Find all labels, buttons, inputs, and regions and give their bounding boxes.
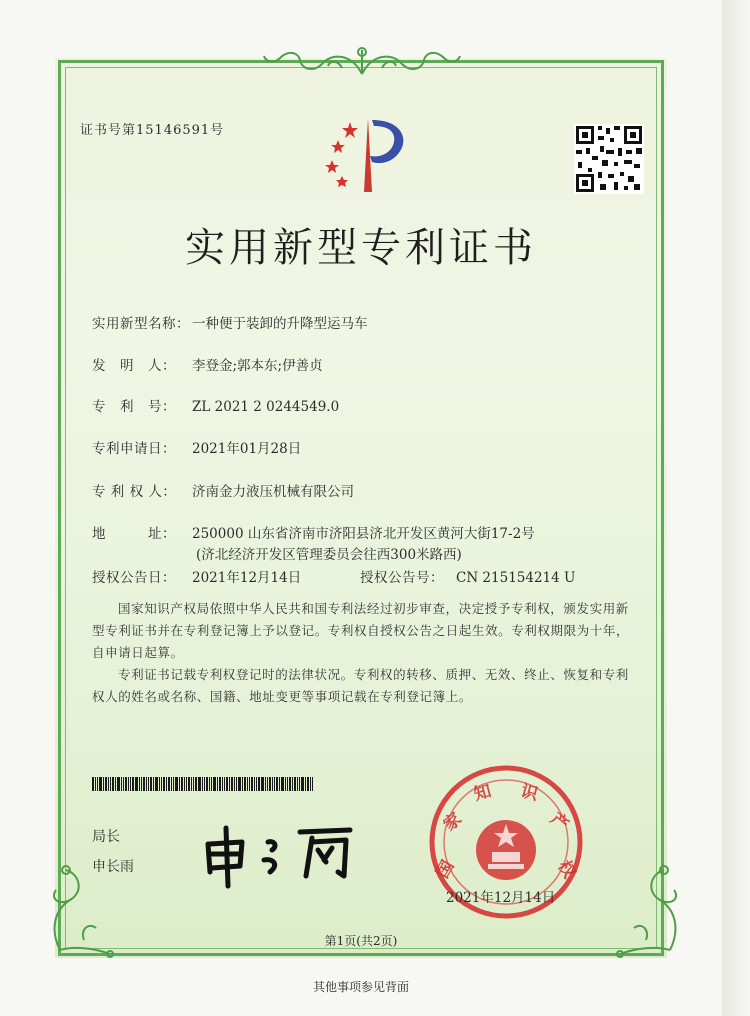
legal-status-paragraph: 专利证书记载专利权登记时的法律状况。专利权的转移、质押、无效、终止、恢复和专利权人的姓名或名称、国籍、地址变更等事项记载在专利登记簿上。: [92, 667, 629, 704]
barcode-bar: [231, 777, 233, 791]
barcode-bar: [222, 777, 223, 791]
barcode-bar: [297, 777, 298, 791]
barcode-bar: [193, 777, 194, 791]
patentee-label: 专 利 权 人：: [92, 484, 177, 500]
barcode-bar: [191, 777, 192, 791]
director-title: 局长: [92, 829, 120, 845]
name-label: 实用新型名称：: [92, 316, 190, 332]
barcode-bar: [108, 777, 109, 791]
barcode-bar: [234, 777, 235, 791]
barcode-bar: [211, 777, 212, 791]
barcode-bar: [115, 777, 116, 791]
barcode-bar: [125, 777, 127, 791]
barcode-bar: [95, 777, 96, 791]
patent-number-value: ZL 2021 2 0244549.0: [192, 399, 340, 415]
barcode-bar: [166, 777, 167, 791]
barcode-bar: [209, 777, 210, 791]
barcode-bar: [92, 777, 94, 791]
inventor-label: 发 明 人：: [92, 358, 176, 374]
svg-text:家: 家: [439, 809, 466, 836]
barcode-bar: [198, 777, 201, 791]
barcode-bar: [213, 777, 216, 791]
certificate-number: 证书号第15146591号: [80, 123, 225, 138]
handwritten-signature: [200, 820, 370, 890]
barcode-bar: [202, 777, 203, 791]
back-note: 其他事项参见背面: [312, 980, 409, 994]
barcode-bar: [153, 777, 154, 791]
top-ornament: [262, 44, 462, 78]
application-date-label: 专利申请日：: [92, 441, 176, 457]
barcode-bar: [276, 777, 278, 791]
svg-text:权: 权: [553, 857, 580, 882]
barcode-bar: [105, 777, 107, 791]
barcode-bar: [168, 777, 170, 791]
grant-date-value: 2021年12月14日: [192, 570, 302, 586]
address-line-1: 250000 山东省济南市济阳县济北开发区黄河大街17-2号: [192, 526, 535, 542]
barcode-bar: [287, 777, 288, 791]
grant-number-value: CN 215154214 U: [456, 570, 576, 586]
barcode-bar: [281, 777, 284, 791]
qr-code-icon: [574, 124, 644, 194]
barcode-bar: [173, 777, 174, 791]
barcode-bar: [184, 777, 185, 791]
barcode-bar: [128, 777, 129, 791]
scan-edge: [722, 0, 750, 1016]
patentee-value: 济南金力液压机械有限公司: [192, 484, 354, 500]
barcode-bar: [139, 777, 140, 791]
barcode-bar: [254, 777, 255, 791]
barcode-bar: [186, 777, 187, 791]
grant-number-label: 授权公告号：: [360, 570, 444, 586]
barcode-bar: [269, 777, 271, 791]
barcode-bar: [163, 777, 165, 791]
name-value: 一种便于装卸的升降型运马车: [192, 316, 368, 332]
page-number: 第1页(共2页): [324, 934, 398, 948]
barcode-bar: [150, 777, 152, 791]
barcode: [92, 777, 348, 791]
barcode-bar: [279, 777, 280, 791]
barcode-bar: [242, 777, 243, 791]
barcode-bar: [103, 777, 104, 791]
seal-date: 2021年12月14日: [446, 890, 556, 906]
barcode-bar: [229, 777, 230, 791]
barcode-bar: [219, 777, 221, 791]
director-name: 申长雨: [92, 859, 134, 875]
certificate-title: 实用新型专利证书: [185, 225, 537, 271]
barcode-bar: [258, 777, 260, 791]
barcode-bar: [267, 777, 268, 791]
cnipa-logo-icon: [312, 112, 412, 196]
svg-text:识: 识: [518, 781, 541, 806]
svg-text:知: 知: [471, 781, 494, 806]
barcode-bar: [272, 777, 273, 791]
barcode-bar: [238, 777, 241, 791]
barcode-bar: [123, 777, 124, 791]
barcode-bar: [161, 777, 162, 791]
barcode-bar: [159, 777, 160, 791]
barcode-bar: [244, 777, 246, 791]
barcode-bar: [217, 777, 218, 791]
barcode-bar: [251, 777, 253, 791]
barcode-bar: [117, 777, 120, 791]
barcode-bar: [148, 777, 149, 791]
barcode-bar: [206, 777, 208, 791]
grant-date-label: 授权公告日：: [92, 570, 176, 586]
barcode-bar: [274, 777, 275, 791]
barcode-bar: [249, 777, 250, 791]
barcode-bar: [195, 777, 197, 791]
inventor-value: 李登金;郭本东;伊善贞: [192, 358, 323, 374]
barcode-bar: [121, 777, 122, 791]
barcode-bar: [310, 777, 311, 791]
barcode-bar: [112, 777, 114, 791]
barcode-bar: [135, 777, 138, 791]
barcode-bar: [132, 777, 134, 791]
barcode-bar: [188, 777, 190, 791]
barcode-bar: [256, 777, 257, 791]
address-label: 地 址：: [92, 526, 176, 542]
svg-text:产: 产: [546, 809, 573, 836]
barcode-bar: [99, 777, 102, 791]
barcode-bar: [143, 777, 145, 791]
barcode-bar: [110, 777, 111, 791]
barcode-bar: [265, 777, 266, 791]
barcode-bar: [301, 777, 304, 791]
barcode-bar: [261, 777, 264, 791]
barcode-bar: [175, 777, 178, 791]
barcode-bar: [204, 777, 205, 791]
barcode-bar: [155, 777, 158, 791]
patent-number-label: 专 利 号：: [92, 399, 176, 415]
barcode-bar: [171, 777, 172, 791]
barcode-bar: [285, 777, 286, 791]
grant-statement-paragraph: 国家知识产权局依照中华人民共和国专利法经过初步审查，决定授予专利权，颁发实用新型专利证书并在专利登记簿上予以登记。专利权自授权公告之日起生效。专利权期限为十年，自申请日起算。: [92, 601, 630, 660]
barcode-bar: [226, 777, 228, 791]
barcode-bar: [299, 777, 300, 791]
barcode-bar: [289, 777, 291, 791]
barcode-bar: [307, 777, 309, 791]
barcode-bar: [247, 777, 248, 791]
address-line-2: (济北经济开发区管理委员会往西300米路西): [196, 547, 462, 563]
barcode-bar: [312, 777, 313, 791]
barcode-bar: [97, 777, 98, 791]
barcode-bar: [179, 777, 180, 791]
barcode-bar: [292, 777, 293, 791]
barcode-bar: [130, 777, 131, 791]
barcode-bar: [305, 777, 306, 791]
application-date-value: 2021年01月28日: [192, 441, 302, 457]
barcode-bar: [146, 777, 147, 791]
barcode-bar: [141, 777, 142, 791]
barcode-bar: [181, 777, 183, 791]
svg-text:国: 国: [432, 857, 459, 882]
barcode-bar: [294, 777, 296, 791]
barcode-bar: [224, 777, 225, 791]
barcode-bar: [236, 777, 237, 791]
